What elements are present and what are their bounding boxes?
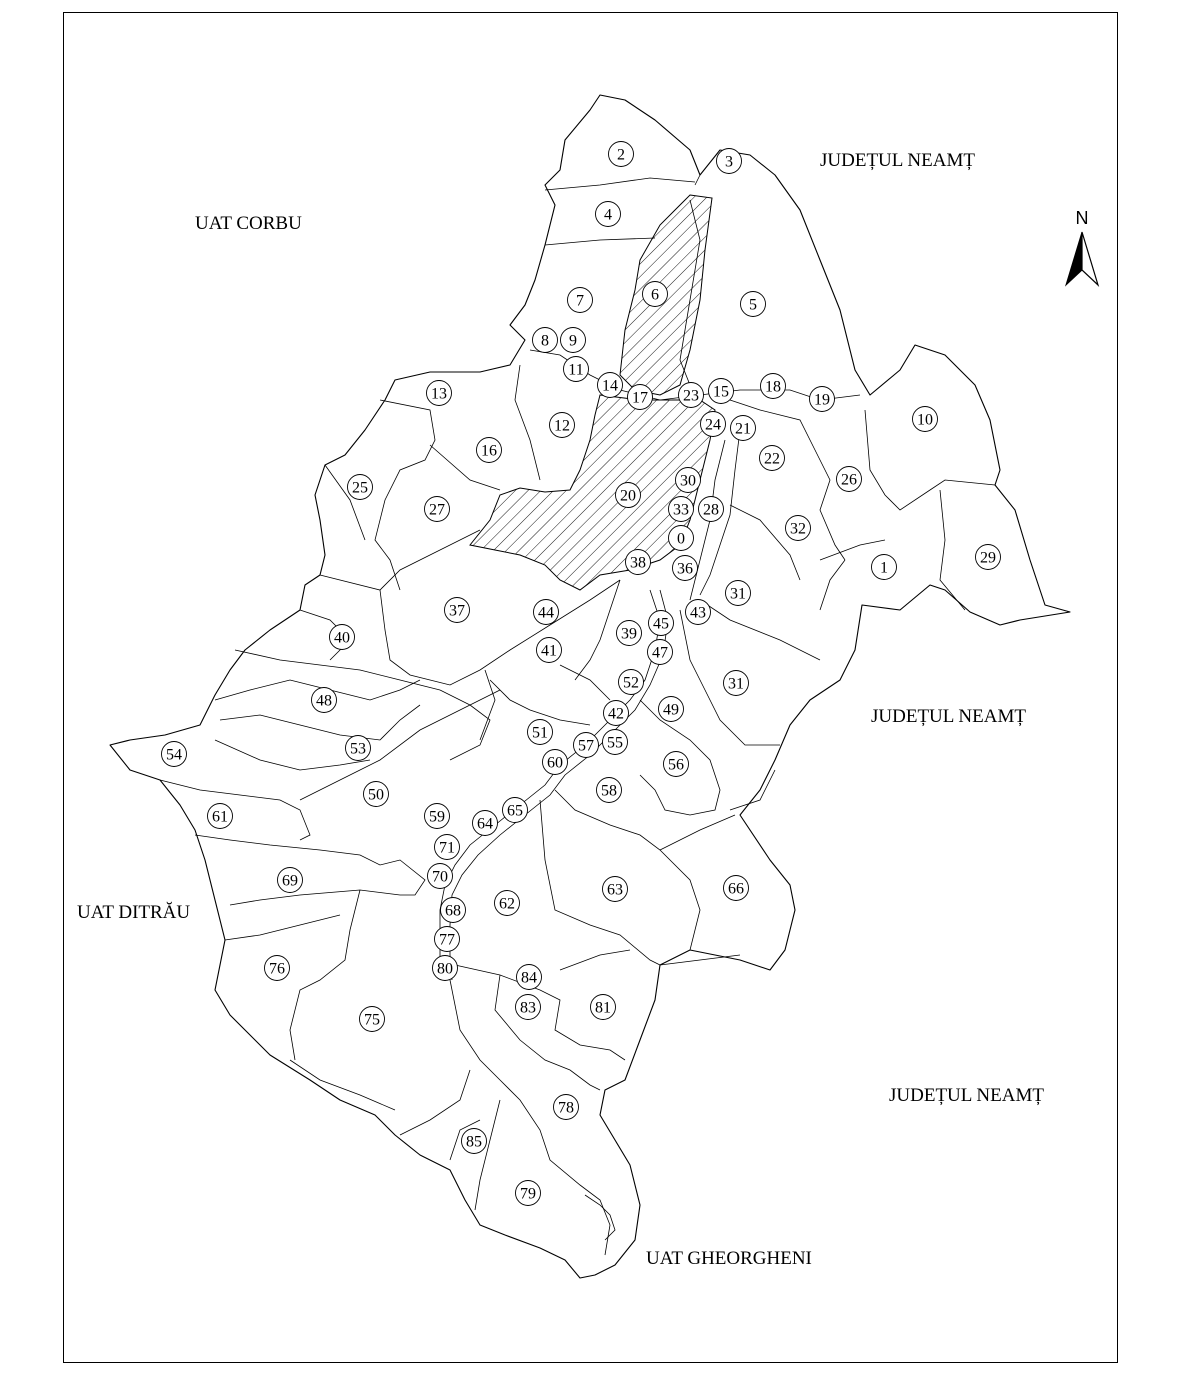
parcel-number: 70 [432, 868, 448, 886]
parcel-label-28 [699, 497, 724, 522]
parcel-label-71 [435, 835, 460, 860]
parcel-label-51 [528, 720, 553, 745]
parcel-number: 65 [507, 802, 523, 820]
parcel-number: 52 [623, 674, 639, 692]
parcel-number: 83 [520, 999, 536, 1017]
parcel-number: 78 [558, 1099, 574, 1117]
north-letter: N [1075, 208, 1089, 228]
parcel-label-37 [445, 598, 470, 623]
parcel-number: 17 [632, 389, 648, 407]
parcel-number: 7 [576, 292, 584, 310]
parcel-number: 69 [282, 872, 298, 890]
parcel-number: 25 [352, 479, 368, 497]
parcel-number: 37 [449, 602, 465, 620]
parcel-label-76 [265, 956, 290, 981]
parcel-label-79 [516, 1181, 541, 1206]
parcel-label-40 [330, 625, 355, 650]
parcel-number: 68 [445, 902, 461, 920]
parcel-number: 38 [630, 554, 646, 572]
parcel-label-60 [543, 750, 568, 775]
parcel-number: 21 [735, 420, 751, 438]
parcel-label-75 [360, 1007, 385, 1032]
parcel-label-50 [364, 782, 389, 807]
parcel-number: 57 [578, 737, 594, 755]
parcel-number: 16 [481, 442, 497, 460]
parcel-label-9 [561, 328, 586, 353]
parcel-number: 0 [677, 530, 685, 548]
label-judetul-neamt-bottom: JUDEȚUL NEAMȚ [889, 1085, 1044, 1106]
parcel-number: 23 [683, 387, 699, 405]
parcel-number: 29 [980, 549, 996, 567]
parcel-number: 31 [728, 675, 744, 693]
parcel-label-17 [628, 385, 653, 410]
parcel-label-32 [786, 516, 811, 541]
parcel-number: 14 [602, 377, 618, 395]
parcel-number: 20 [620, 487, 636, 505]
parcel-number: 43 [690, 604, 706, 622]
parcel-number: 61 [212, 808, 228, 826]
parcel-label-52 [619, 670, 644, 695]
parcel-number: 32 [790, 520, 806, 538]
parcel-number: 1 [880, 559, 888, 577]
parcel-label-31 [724, 671, 749, 696]
parcel-number: 50 [368, 786, 384, 804]
parcel-number: 5 [749, 296, 757, 314]
parcel-number: 4 [604, 206, 612, 224]
parcel-label-6 [643, 282, 668, 307]
parcel-number: 59 [429, 808, 445, 826]
parcel-label-57 [574, 733, 599, 758]
parcel-label-18 [761, 374, 786, 399]
parcel-label-30 [676, 468, 701, 493]
parcel-label-78 [554, 1095, 579, 1120]
parcel-label-41 [537, 638, 562, 663]
parcel-label-70 [428, 864, 453, 889]
parcel-number: 84 [521, 969, 537, 987]
label-uat-corbu: UAT CORBU [195, 213, 302, 234]
parcel-label-16 [477, 438, 502, 463]
parcel-number: 60 [547, 754, 563, 772]
parcel-number: 9 [569, 332, 577, 350]
parcel-number: 26 [841, 471, 857, 489]
parcel-label-12 [550, 413, 575, 438]
parcel-label-22 [760, 446, 785, 471]
parcel-number: 27 [429, 501, 445, 519]
parcel-label-81 [591, 995, 616, 1020]
parcel-label-27 [425, 497, 450, 522]
parcel-label-49 [659, 697, 684, 722]
parcel-label-54 [162, 742, 187, 767]
parcel-number: 15 [713, 383, 729, 401]
parcel-label-31 [726, 581, 751, 606]
parcel-label-48 [312, 688, 337, 713]
parcel-number: 11 [568, 361, 584, 379]
parcel-label-45 [649, 611, 674, 636]
parcel-number: 51 [532, 724, 548, 742]
parcel-number: 63 [607, 881, 623, 899]
parcel-label-62 [495, 891, 520, 916]
parcel-label-21 [731, 416, 756, 441]
parcel-label-44 [534, 600, 559, 625]
parcel-label-2 [609, 142, 634, 167]
parcel-number: 2 [617, 146, 625, 164]
north-arrow-icon [1066, 232, 1082, 285]
parcel-label-8 [533, 328, 558, 353]
parcel-label-69 [278, 868, 303, 893]
parcel-number: 71 [439, 839, 455, 857]
parcel-number: 3 [725, 153, 733, 171]
parcel-number: 22 [764, 450, 780, 468]
parcel-label-63 [603, 877, 628, 902]
label-uat-gheorgheni: UAT GHEORGHENI [646, 1248, 812, 1269]
parcel-number: 48 [316, 692, 332, 710]
parcel-number: 80 [437, 960, 453, 978]
parcel-label-58 [597, 778, 622, 803]
parcel-label-29 [976, 545, 1001, 570]
parcel-label-14 [598, 373, 623, 398]
parcel-number: 55 [607, 734, 623, 752]
parcel-label-24 [701, 412, 726, 437]
parcel-label-20 [616, 483, 641, 508]
label-uat-ditrau: UAT DITRĂU [77, 902, 191, 923]
parcel-label-56 [664, 752, 689, 777]
parcel-label-36 [673, 556, 698, 581]
parcel-label-5 [741, 292, 766, 317]
parcel-number: 45 [653, 615, 669, 633]
parcel-number: 28 [703, 501, 719, 519]
parcel-number: 64 [477, 815, 493, 833]
parcel-label-43 [686, 600, 711, 625]
parcel-label-23 [679, 383, 704, 408]
label-judetul-neamt-top: JUDEȚUL NEAMȚ [820, 150, 975, 171]
parcel-number: 79 [520, 1185, 536, 1203]
parcel-label-84 [517, 965, 542, 990]
parcel-number: 54 [166, 746, 182, 764]
parcel-label-19 [810, 387, 835, 412]
parcel-label-39 [617, 621, 642, 646]
parcel-label-47 [648, 640, 673, 665]
parcel-number: 8 [541, 332, 549, 350]
parcel-number: 13 [431, 385, 447, 403]
parcel-number: 77 [439, 931, 455, 949]
parcel-number: 42 [608, 705, 624, 723]
parcel-label-0 [669, 526, 694, 551]
parcel-label-65 [503, 798, 528, 823]
parcel-label-59 [425, 804, 450, 829]
parcel-number: 81 [595, 999, 611, 1017]
parcel-number: 58 [601, 782, 617, 800]
parcel-number: 47 [652, 644, 668, 662]
label-judetul-neamt-mid: JUDEȚUL NEAMȚ [871, 706, 1026, 727]
parcel-number: 62 [499, 895, 515, 913]
parcel-number: 10 [917, 411, 933, 429]
parcel-number: 24 [705, 416, 721, 434]
parcel-number: 75 [364, 1011, 380, 1029]
parcel-label-33 [669, 497, 694, 522]
parcel-number: 36 [677, 560, 693, 578]
parcel-number: 44 [538, 604, 554, 622]
north-arrow [1066, 208, 1098, 285]
parcel-label-80 [433, 956, 458, 981]
parcel-label-85 [462, 1129, 487, 1154]
parcel-number: 6 [651, 286, 659, 304]
parcel-label-61 [208, 804, 233, 829]
parcel-labels [162, 142, 1001, 1206]
parcel-label-66 [724, 876, 749, 901]
parcel-number: 18 [765, 378, 781, 396]
parcel-label-83 [516, 995, 541, 1020]
parcel-label-7 [568, 288, 593, 313]
parcel-label-10 [913, 407, 938, 432]
parcel-number: 12 [554, 417, 570, 435]
parcel-number: 31 [730, 585, 746, 603]
parcel-number: 39 [621, 625, 637, 643]
parcel-number: 19 [814, 391, 830, 409]
parcel-number: 40 [334, 629, 350, 647]
parcel-number: 41 [541, 642, 557, 660]
parcel-number: 56 [668, 756, 684, 774]
parcel-label-53 [346, 736, 371, 761]
parcel-label-77 [435, 927, 460, 952]
parcel-number: 49 [663, 701, 679, 719]
parcel-number: 30 [680, 472, 696, 490]
parcel-label-15 [709, 379, 734, 404]
parcel-number: 66 [728, 880, 744, 898]
parcel-label-38 [626, 550, 651, 575]
parcel-label-4 [596, 202, 621, 227]
parcel-number: 85 [466, 1133, 482, 1151]
parcel-label-13 [427, 381, 452, 406]
parcel-label-26 [837, 467, 862, 492]
parcel-label-3 [717, 149, 742, 174]
parcel-label-55 [603, 730, 628, 755]
parcel-label-11 [564, 357, 589, 382]
parcel-number: 76 [269, 960, 285, 978]
parcel-number: 53 [350, 740, 366, 758]
parcel-label-64 [473, 811, 498, 836]
parcel-label-42 [604, 701, 629, 726]
parcel-label-68 [441, 898, 466, 923]
parcel-label-1 [872, 555, 897, 580]
parcel-label-25 [348, 475, 373, 500]
parcel-number: 33 [673, 501, 689, 519]
